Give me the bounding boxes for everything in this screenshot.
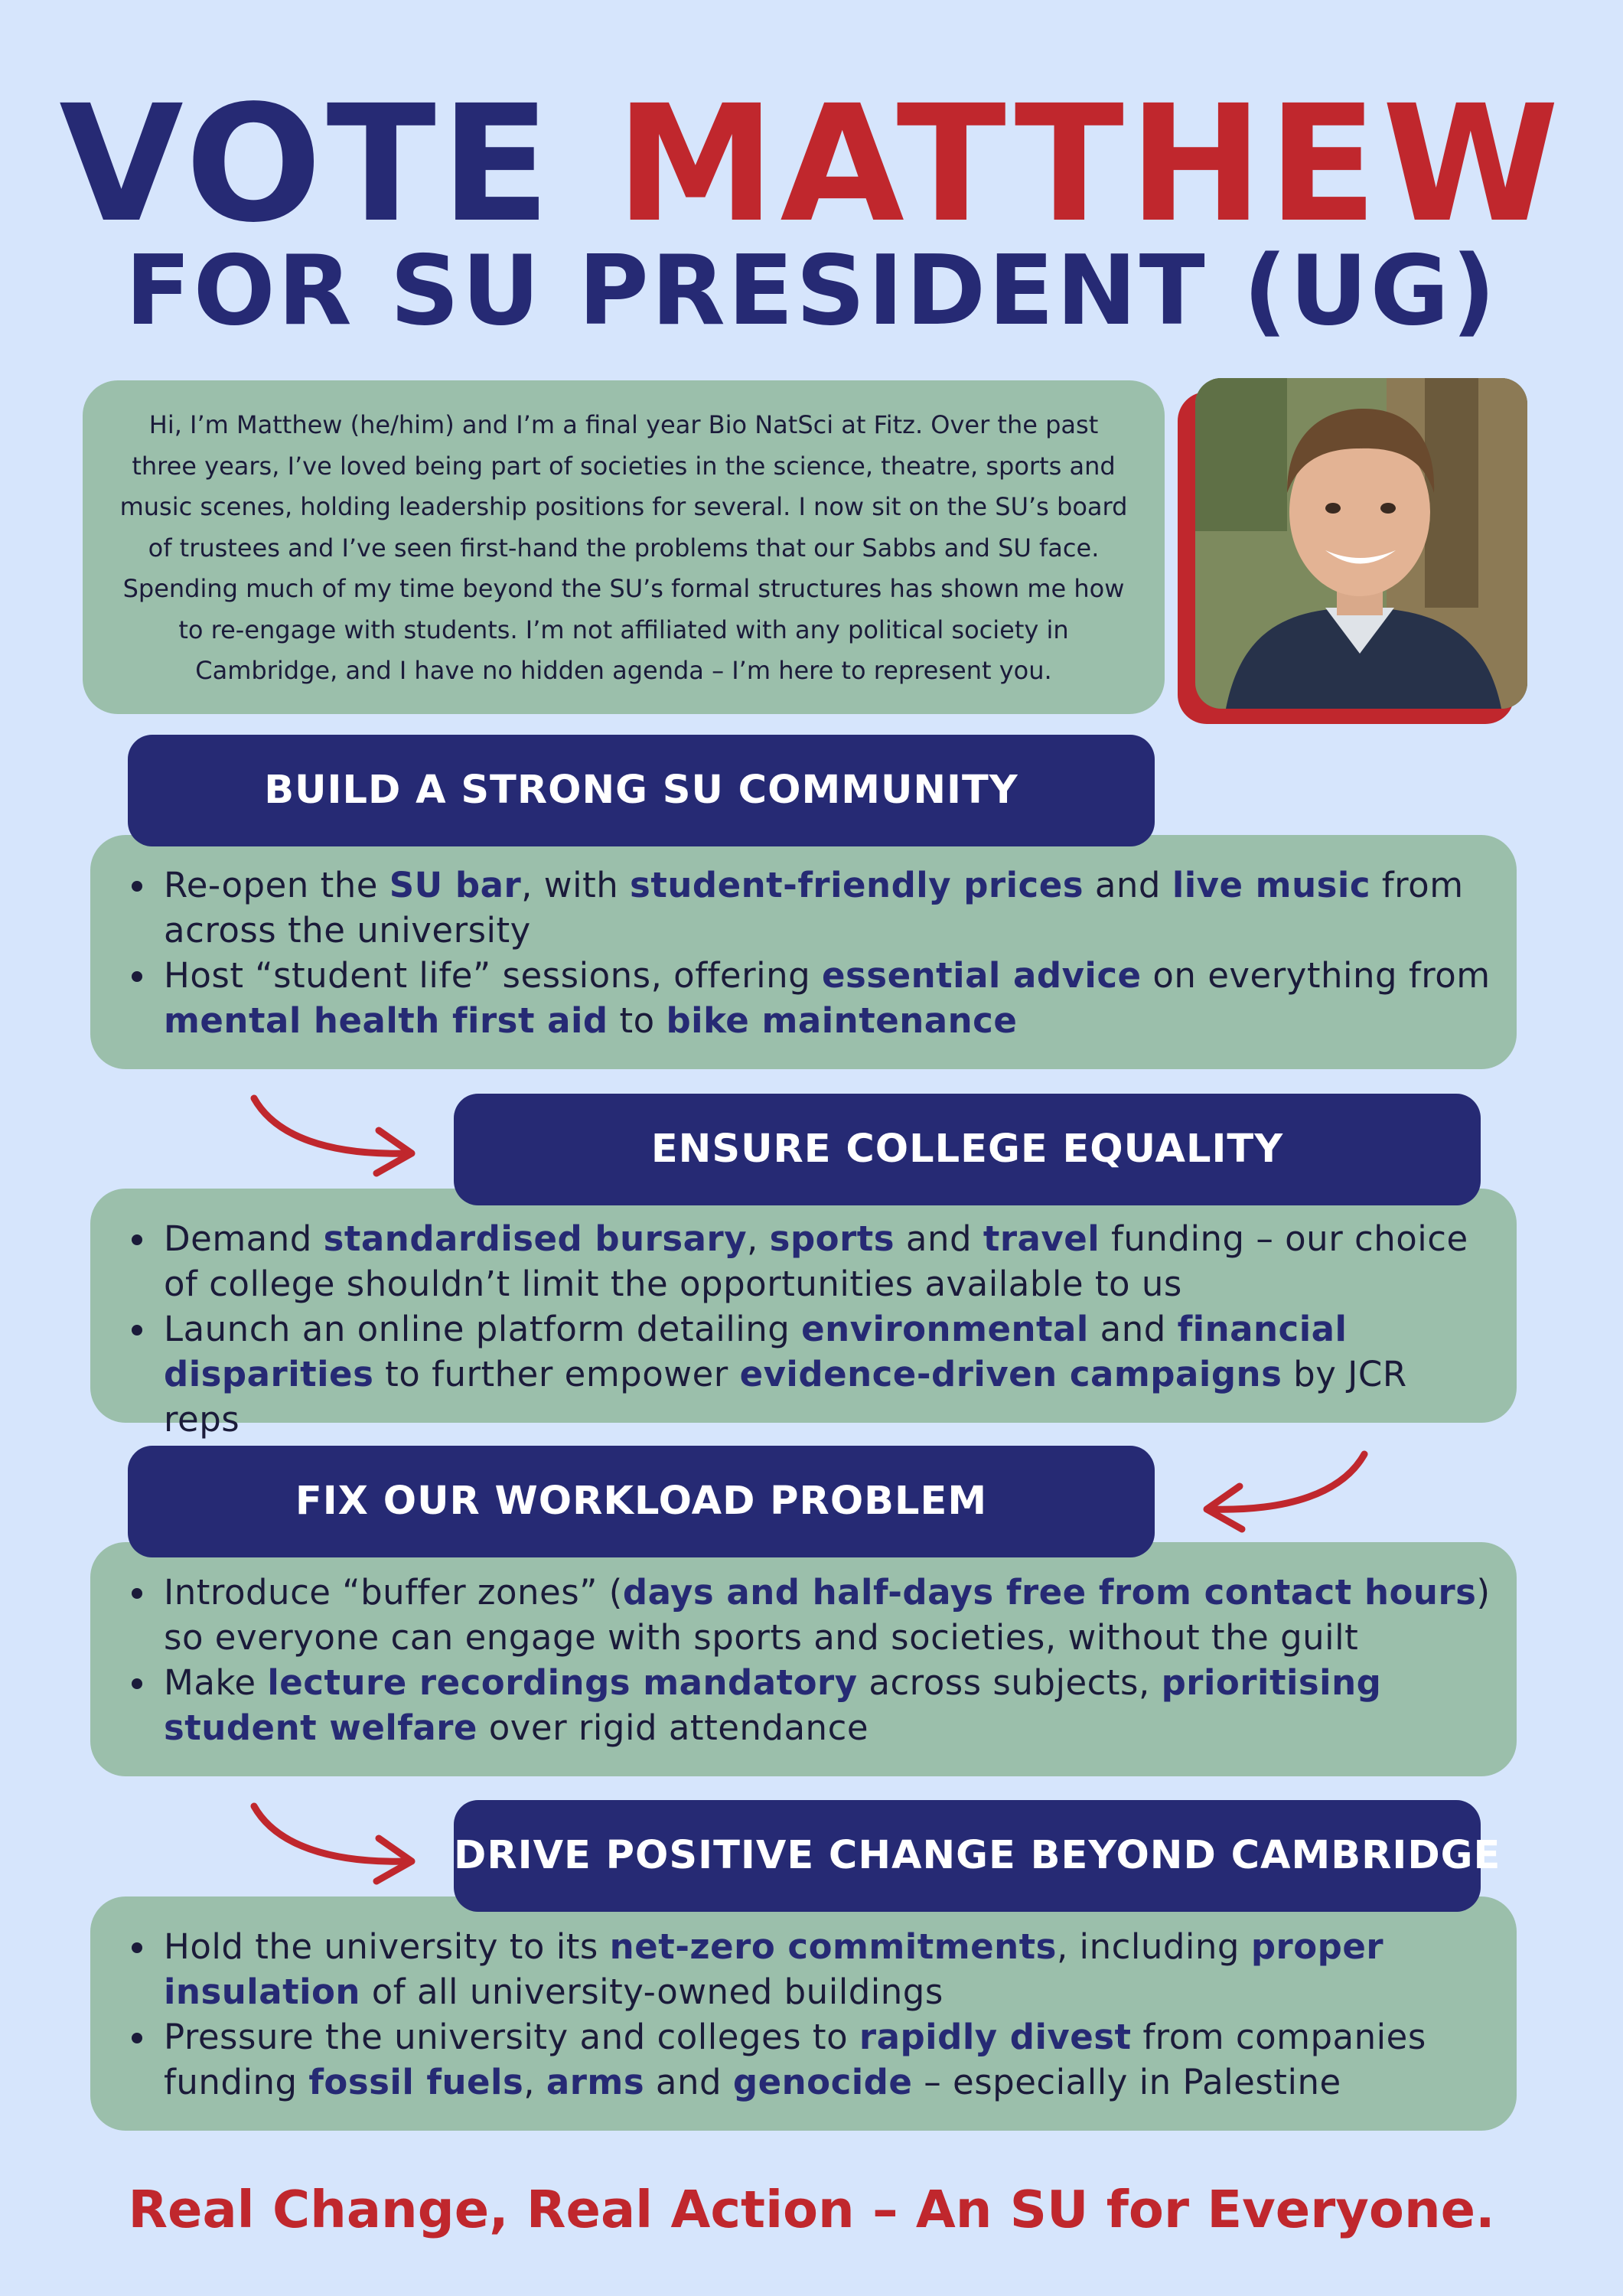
footer-slogan: Real Change, Real Action – An SU for Everyone.: [128, 2180, 1495, 2239]
curved-arrow-icon: [245, 1091, 429, 1182]
intro-line: Spending much of my time beyond the SU’s formal structures has shown me how: [122, 574, 1125, 603]
bullet-list: [164, 1570, 1494, 1750]
subtitle: FOR SU PRESIDENT (UG): [125, 234, 1498, 347]
bullet-item: Hold the university to its net-zero commitments, including proper insulation of all university-owned buildings: [164, 1924, 1494, 2014]
section-heading-equality: ENSURE COLLEGE EQUALITY: [454, 1094, 1481, 1205]
section-heading-community: BUILD A STRONG SU COMMUNITY: [128, 735, 1155, 846]
bullet-list: [164, 1216, 1494, 1442]
curved-arrow-icon: [245, 1799, 429, 1890]
section-heading-workload: FIX OUR WORKLOAD PROBLEM: [128, 1446, 1155, 1557]
section-heading-beyond-cambridge: DRIVE POSITIVE CHANGE BEYOND CAMBRIDGE: [454, 1800, 1481, 1912]
intro-line: to re-engage with students. I’m not affiliated with any political society in: [178, 615, 1069, 644]
curved-arrow-icon: [1190, 1446, 1374, 1538]
title-name: MATTHEW: [615, 70, 1564, 258]
section-box-community: [90, 835, 1517, 1069]
bullet-item: Host “student life” sessions, offering essential advice on everything from mental health first aid to bike maintenance: [164, 953, 1494, 1043]
bullet-list: [164, 863, 1494, 1043]
bullet-item: Pressure the university and colleges to rapidly divest from companies funding fossil fuels, arms and genocide – especially in Palestine: [164, 2014, 1494, 2105]
section-box-workload: [90, 1542, 1517, 1776]
bullet-item: Demand standardised bursary, sports and travel funding – our choice of college shouldn’t limit the opportunities available to us: [164, 1216, 1494, 1306]
intro-line: Cambridge, and I have no hidden agenda – I’m here to represent you.: [195, 656, 1052, 685]
intro-box: [83, 380, 1165, 714]
title-vote: VOTE: [59, 70, 556, 258]
main-title: [0, 70, 1623, 258]
bullet-item: Launch an online platform detailing environmental and financial disparities to further empower evidence-driven campaigns by JCR reps: [164, 1306, 1494, 1442]
intro-line: music scenes, holding leadership positions for several. I now sit on the SU’s board: [119, 492, 1128, 521]
section-box-beyond-cambridge: [90, 1896, 1517, 2131]
candidate-photo: [1195, 378, 1527, 709]
bullet-list: [164, 1924, 1494, 2105]
bullet-item: Make lecture recordings mandatory across subjects, prioritising student welfare over rigid attendance: [164, 1660, 1494, 1750]
intro-line: Hi, I’m Matthew (he/him) and I’m a final year Bio NatSci at Fitz. Over the past: [148, 410, 1099, 439]
bullet-item: Re-open the SU bar, with student-friendly prices and live music from across the university: [164, 863, 1494, 953]
intro-line: of trustees and I’ve seen first-hand the problems that our Sabbs and SU face.: [148, 533, 1100, 563]
bullet-item: Introduce “buffer zones” (days and half-days free from contact hours) so everyone can engage with sports and societies, without the guilt: [164, 1570, 1494, 1660]
section-box-equality: [90, 1189, 1517, 1440]
intro-line: three years, I’ve loved being part of societies in the science, theatre, sports and: [132, 451, 1116, 481]
